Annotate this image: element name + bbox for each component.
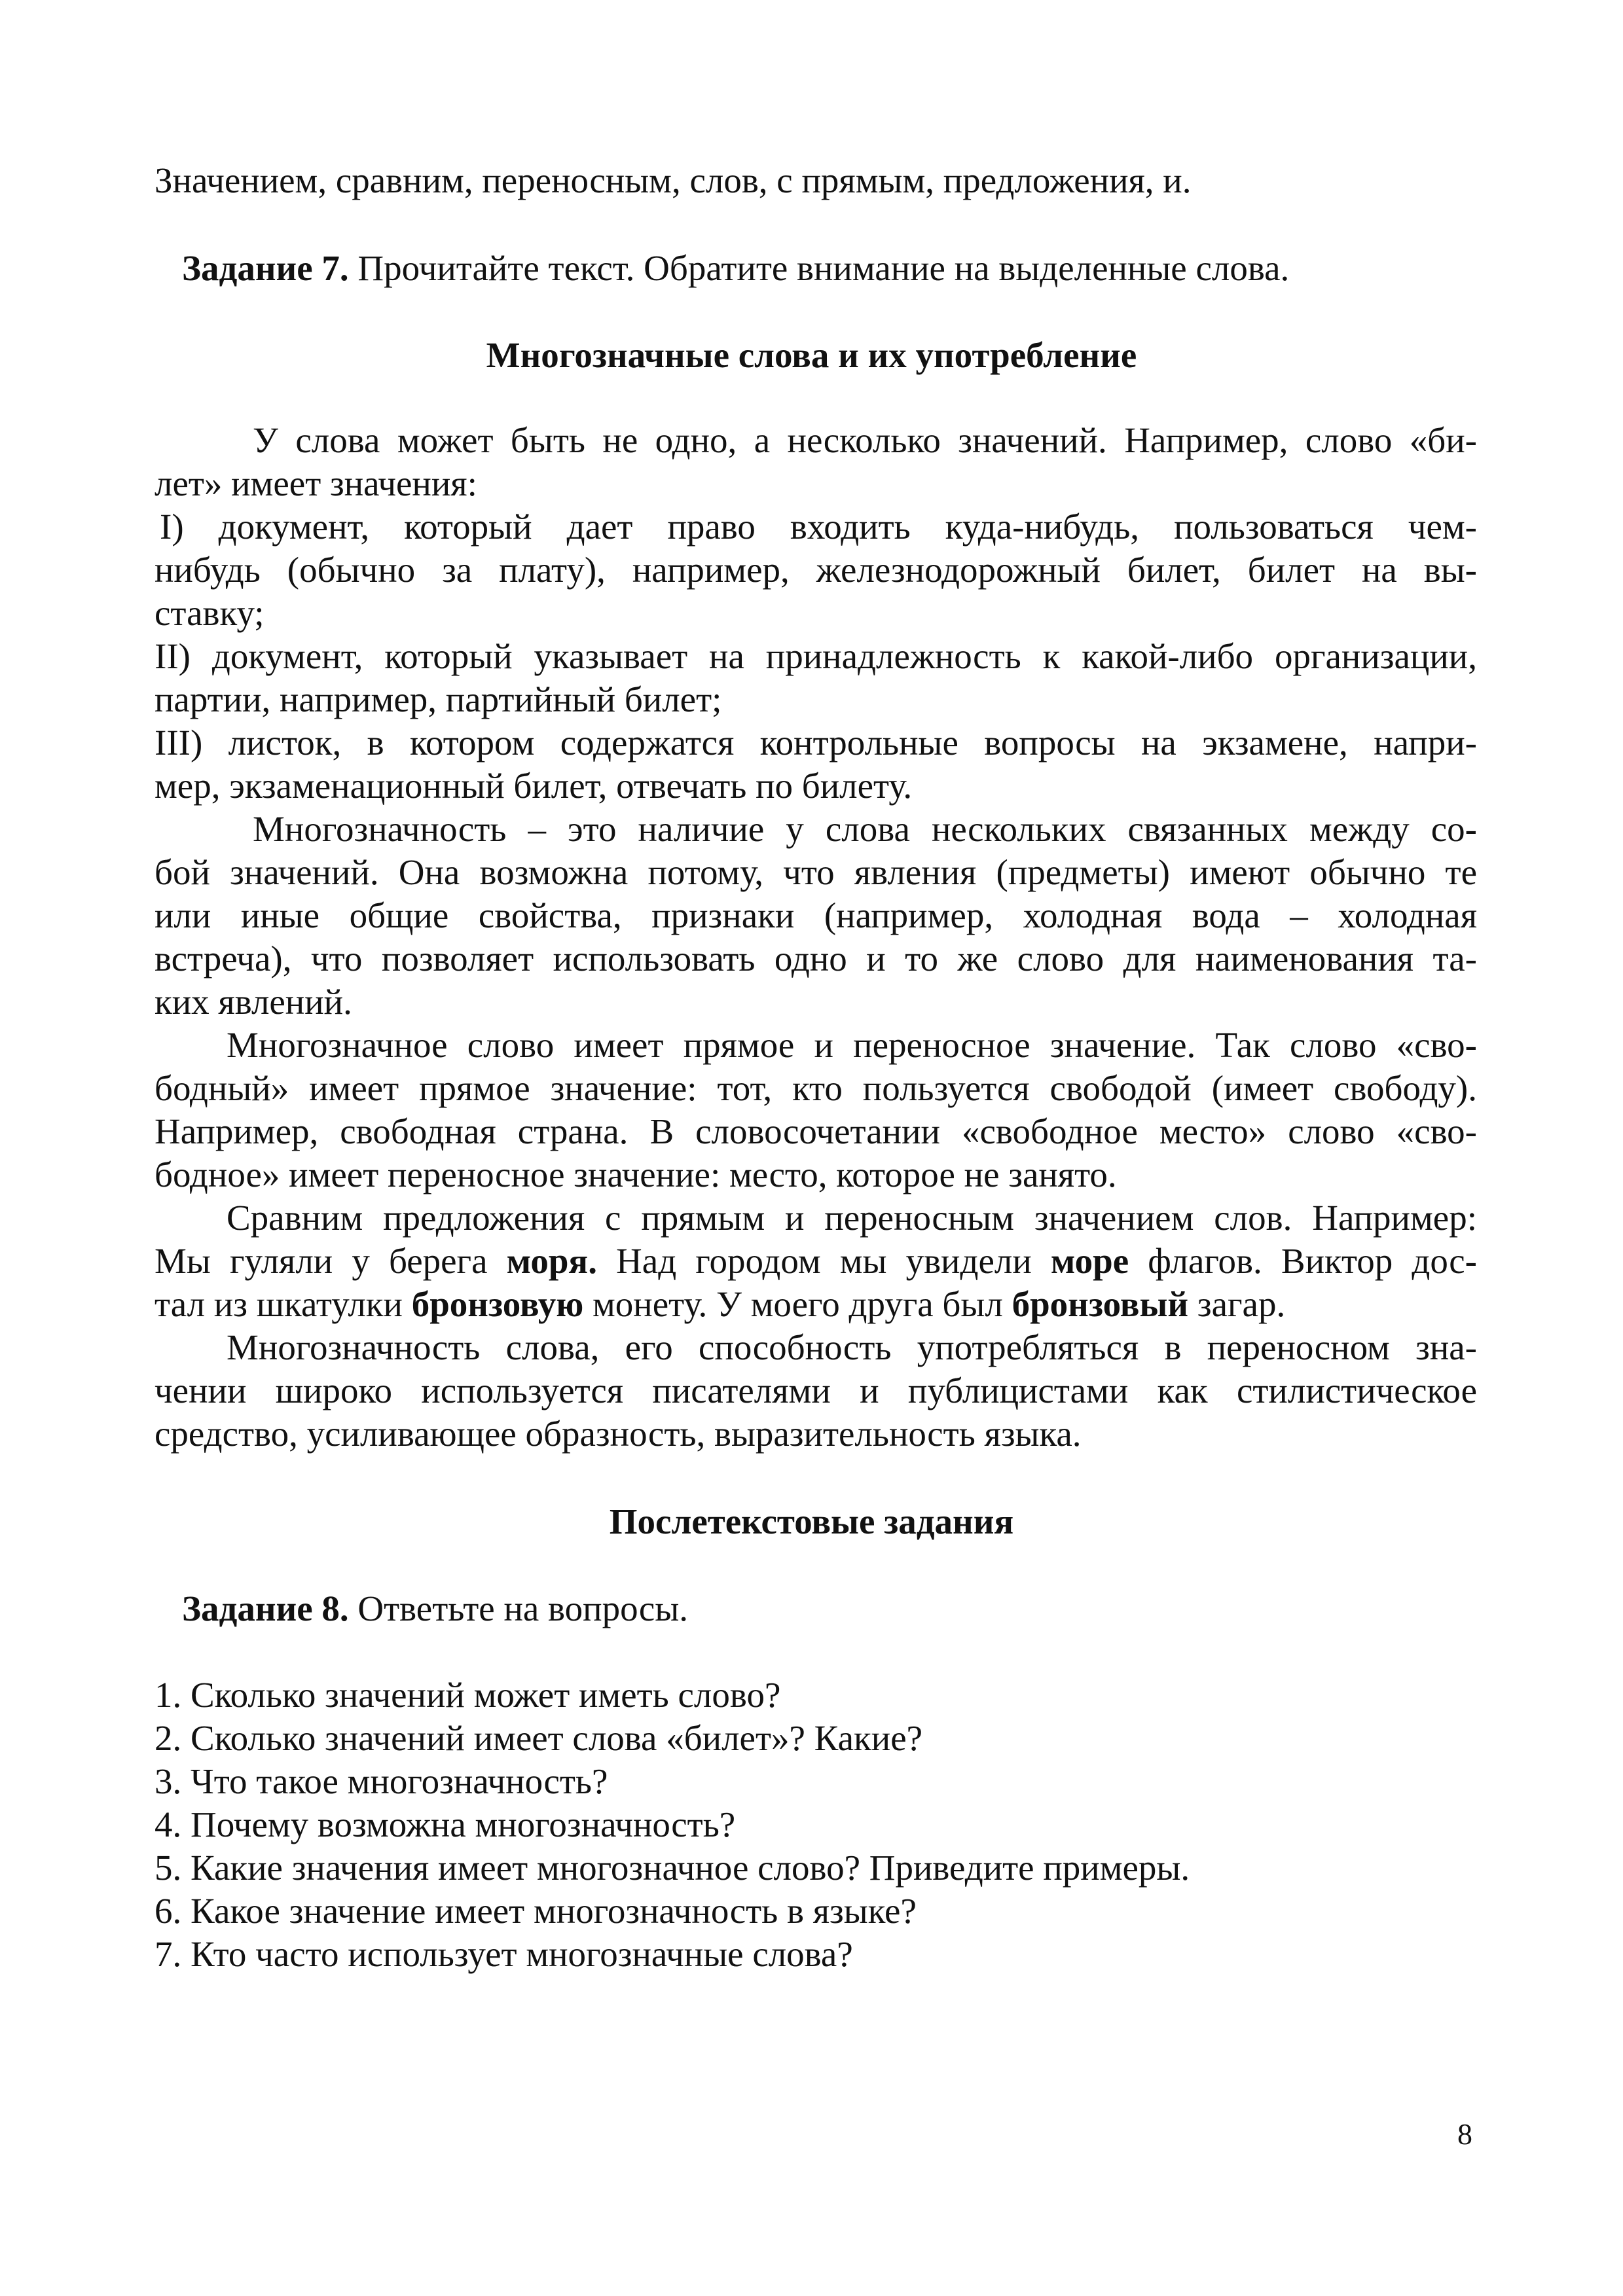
highlight-morya: моря. (506, 1241, 597, 1281)
intro-word-list: Значением, сравним, переносным, слов, с прямым, предложения, и. (155, 160, 1192, 200)
p3-line-1: Многозначное слово имеет прямое и переносное значение. Так слово «сво- (227, 1025, 1477, 1065)
p3-line-3: Например, свободная страна. В словосочетании «свободное место» слово «сво- (155, 1111, 1477, 1151)
p4-line-2 (155, 1243, 1477, 1279)
page-number: 8 (1457, 2117, 1472, 2151)
task-8-text: Ответьте на вопросы. (348, 1588, 689, 1628)
p2-line-1: Многозначность – это наличие у слова нескольких связанных между со- (253, 809, 1477, 849)
p4-l3-text-e: загар. (1188, 1284, 1286, 1324)
question-5: 5. Какие значения имеет многозначное слово? Приведите примеры. (155, 1848, 1190, 1888)
p4-l2-text-e: флагов. Виктор дос- (1129, 1241, 1477, 1281)
p4-line-3 (155, 1286, 1285, 1322)
p2-line-3: или иные общие свойства, признаки (например, холодная вода – холодная (155, 895, 1477, 935)
p5-line-2: чении широко используется писателями и публицистами как стилистическое (155, 1371, 1477, 1410)
question-2: 2. Сколько значений имеет слова «билет»? Какие? (155, 1718, 923, 1758)
highlight-bronzovuyu: бронзовую (411, 1284, 584, 1324)
p4-l3-text-c: монету. У моего друга был (583, 1284, 1012, 1324)
p5-line-3: средство, усиливающее образность, выразительность языка. (155, 1414, 1082, 1454)
p1-line-2: лет» имеет значения: (155, 463, 477, 503)
p1-line-8: III) листок, в котором содержатся контрольные вопросы на экзамене, напри- (155, 723, 1477, 762)
task-7-text: Прочитайте текст. Обратите внимание на выделенные слова. (348, 248, 1290, 288)
question-7: 7. Кто часто использует многозначные слова? (155, 1934, 853, 1974)
highlight-bronzovyy: бронзовый (1012, 1284, 1189, 1324)
p1-line-6: II) документ, который указывает на принадлежность к какой-либо организации, (155, 636, 1477, 676)
task-8-instruction (182, 1590, 688, 1626)
task-7-instruction (182, 250, 1289, 286)
task-8-label: Задание 8. (182, 1588, 349, 1628)
post-text-heading: Послетекстовые задания (609, 1501, 1014, 1541)
p2-line-2: бой значений. Она возможна потому, что явления (предметы) имеют обычно те (155, 852, 1477, 892)
p3-line-2: бодный» имеет прямое значение: тот, кто пользуется свободой (имеет свободу). (155, 1068, 1477, 1108)
p2-line-4: встреча), что позволяет использовать одно и то же слово для наименования та- (155, 939, 1477, 978)
p1-line-7: партии, например, партийный билет; (155, 679, 722, 719)
p4-line-1: Сравним предложения с прямым и переносным значением слов. Например: (227, 1198, 1477, 1238)
p3-line-4: бодное» имеет переносное значение: место, которое не занято. (155, 1155, 1117, 1194)
p1-line-9: мер, экзаменационный билет, отвечать по билету. (155, 766, 913, 806)
p2-line-5: ких явлений. (155, 982, 352, 1022)
question-3: 3. Что такое многозначность? (155, 1761, 608, 1801)
highlight-more: море (1050, 1241, 1129, 1281)
p1-line-4: нибудь (обычно за плату), например, железнодорожный билет, билет на вы- (155, 550, 1477, 590)
p4-l3-text-a: тал из шкатулки (155, 1284, 412, 1324)
p4-l2-text-a: Мы гуляли у берега (155, 1241, 507, 1281)
question-4: 4. Почему возможна многозначность? (155, 1804, 736, 1844)
question-1: 1. Сколько значений может иметь слово? (155, 1675, 781, 1715)
p1-line-1: У слова может быть не одно, а несколько значений. Например, слово «би- (253, 420, 1477, 460)
p1-line-5: ставку; (155, 593, 264, 633)
task-7-label: Задание 7. (182, 248, 349, 288)
p4-l2-text-c: Над городом мы увидели (596, 1241, 1051, 1281)
p5-line-1: Многозначность слова, его способность употребляться в переносном зна- (227, 1327, 1477, 1367)
p1-line-3: I) документ, который дает право входить куда-нибудь, пользоваться чем- (160, 507, 1477, 547)
question-6: 6. Какое значение имеет многозначность в языке? (155, 1891, 917, 1931)
section-heading: Многозначные слова и их употребление (486, 335, 1137, 375)
